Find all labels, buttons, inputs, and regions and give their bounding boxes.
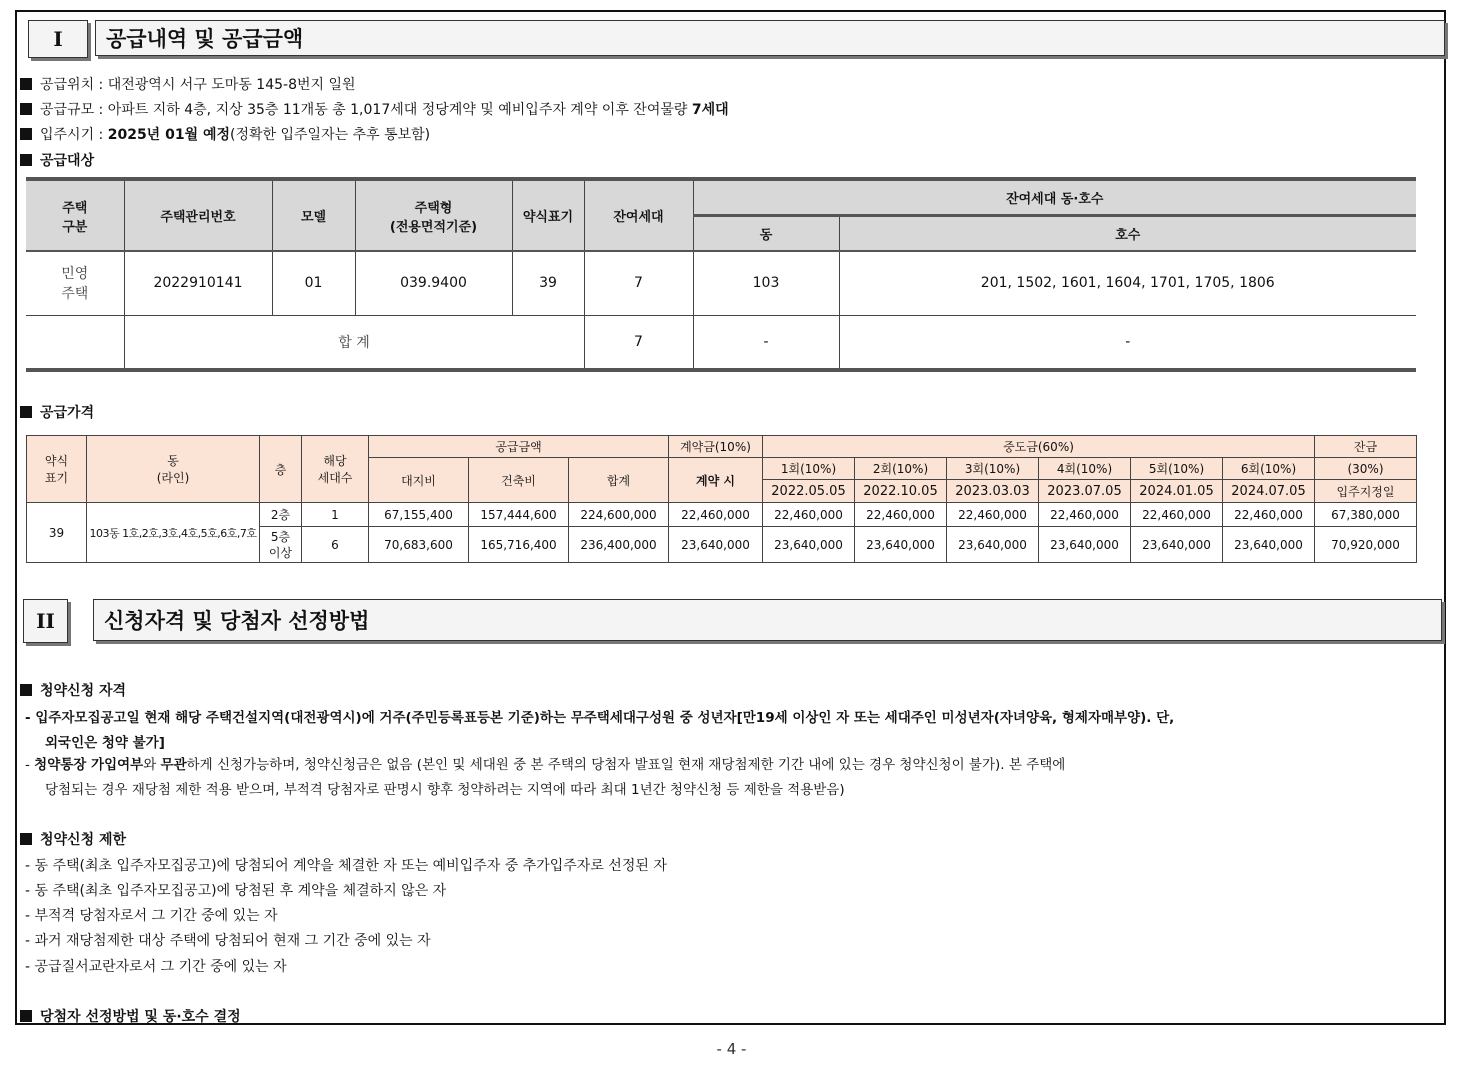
table-total-row: 합 계 7 - - xyxy=(26,315,1416,370)
header-remaining: 잔여세대 xyxy=(584,179,693,251)
header-dong: 동 xyxy=(693,215,839,251)
move-in-date: 입주시기 : 2025년 01월 예정(정확한 입주일자는 추후 통보함) xyxy=(20,124,430,144)
bullet-square-icon xyxy=(20,103,32,115)
header-abbr: 약식표기 xyxy=(512,179,584,251)
bullet-square-icon xyxy=(20,154,32,166)
section-2-number: II xyxy=(23,599,68,643)
price-table: 약식 표기 동 (라인) 층 해당 세대수 공급금액 계약금(10%) 중도금(60%) 잔금 대지비 건축비 합계 계약 시 1회(10%) 2회(10%) 3회(10%) 4회(10%) 5회(10%) 6회(10%) (30%) 2022.05.05 2022.10.05 2023.03.03 2023.07.05 2024.01.05 2024.07.05 입주지정일 39 103동 1호,2호,3호,4호,5호,6호,7호 2층 1 67,155,400 157,444,600 224,600,000 22,460,000 22,460,000 22,460,000 22,460,000 22,460,000 22,460,000 22,460,000 67,380,000 5층 이상 6 70,683,600 165,716,400 236,400,000 23,640,000 23,640,000 23,640,000 23,640,000 23,640,000 23,640,000 23,640,000 70,920,000 xyxy=(26,435,1417,563)
table-row: 5층 이상 6 70,683,600 165,716,400 236,400,000 23,640,000 23,640,000 23,640,000 23,640,000 23,640,000 23,640,000 23,640,000 70,920,000 xyxy=(27,527,1417,563)
list-item: - 부적격 당첨자로서 그 기간 중에 있는 자 xyxy=(25,908,278,924)
qualification-line-3: - 청약통장 가입여부와 무관하게 신청가능하며, 청약신청금은 없음 (본인 및 세대원 중 본 주택의 당첨자 발표일 현재 재당첨제한 기간 내에 있는 경우 청약신청이 불가). 본 주택에 xyxy=(25,757,1066,773)
section-1-number: I xyxy=(28,20,88,58)
bullet-square-icon xyxy=(20,128,32,140)
bullet-square-icon xyxy=(20,1010,32,1022)
list-item: - 동 주택(최초 입주자모집공고)에 당첨되어 계약을 체결한 자 또는 예비입주자 중 추가입주자로 선정된 자 xyxy=(25,858,667,874)
list-item: - 동 주택(최초 입주자모집공고)에 당첨된 후 계약을 체결하지 않은 자 xyxy=(25,883,447,899)
price-heading: 공급가격 xyxy=(20,402,94,422)
list-item: - 과거 재당첨제한 대상 주택에 당첨되어 현재 그 기간 중에 있는 자 xyxy=(25,933,431,949)
selection-heading: 당첨자 선정방법 및 동·호수 결정 xyxy=(20,1006,241,1026)
list-item: - 공급질서교란자로서 그 기간 중에 있는 자 xyxy=(25,959,287,975)
table-row: 민영 주택 2022910141 01 039.9400 39 7 103 201, 1502, 1601, 1604, 1701, 1705, 1806 xyxy=(26,251,1416,315)
section-2-title: 신청자격 및 당첨자 선정방법 xyxy=(93,599,1442,641)
header-house-type: 주택 구분 xyxy=(26,179,124,251)
section-1-title: 공급내역 및 공급금액 xyxy=(95,20,1445,56)
header-ho: 호수 xyxy=(839,215,1416,251)
page-number: - 4 - xyxy=(716,1040,747,1058)
header-dong-ho: 잔여세대 동·호수 xyxy=(693,179,1416,215)
bullet-square-icon xyxy=(20,406,32,418)
header-model: 모델 xyxy=(272,179,355,251)
qualification-line-4: 당첨되는 경우 재당첨 제한 적용 받으며, 부적격 당첨자로 판명시 향후 청약하려는 지역에 따라 최대 1년간 청약신청 등 제한을 적용받음) xyxy=(45,782,845,798)
supply-location: 공급위치 : 대전광역시 서구 도마동 145-8번지 일원 xyxy=(20,74,356,94)
table-row: 39 103동 1호,2호,3호,4호,5호,6호,7호 2층 1 67,155,400 157,444,600 224,600,000 22,460,000 22,460,000 22,460,000 22,460,000 22,460,000 22,460,000 22,460,000 67,380,000 xyxy=(27,503,1417,527)
header-mgmt-number: 주택관리번호 xyxy=(124,179,272,251)
section-1-header xyxy=(28,20,1445,58)
qualification-line-1: - 입주자모집공고일 현재 해당 주택건설지역(대전광역시)에 거주(주민등록표등본 기준)하는 무주택세대구성원 중 성년자[만19세 이상인 자 또는 세대주인 미성년자(자녀양육, 형제자매부양). 단, xyxy=(25,710,1175,726)
qualification-line-2: 외국인은 청약 불가] xyxy=(45,735,165,751)
section-2-header xyxy=(23,599,1442,643)
bullet-square-icon xyxy=(20,833,32,845)
supply-scale: 공급규모 : 아파트 지하 4층, 지상 35층 11개동 총 1,017세대 정당계약 및 예비입주자 계약 이후 잔여물량 7세대 xyxy=(20,99,729,119)
bullet-square-icon xyxy=(20,684,32,696)
supply-target-table xyxy=(26,177,1416,372)
bullet-square-icon xyxy=(20,78,32,90)
restriction-heading: 청약신청 제한 xyxy=(20,829,126,849)
supply-target-heading: 공급대상 xyxy=(20,150,94,170)
header-unit-type: 주택형 (전용면적기준) xyxy=(355,179,512,251)
qualification-heading: 청약신청 자격 xyxy=(20,680,126,700)
